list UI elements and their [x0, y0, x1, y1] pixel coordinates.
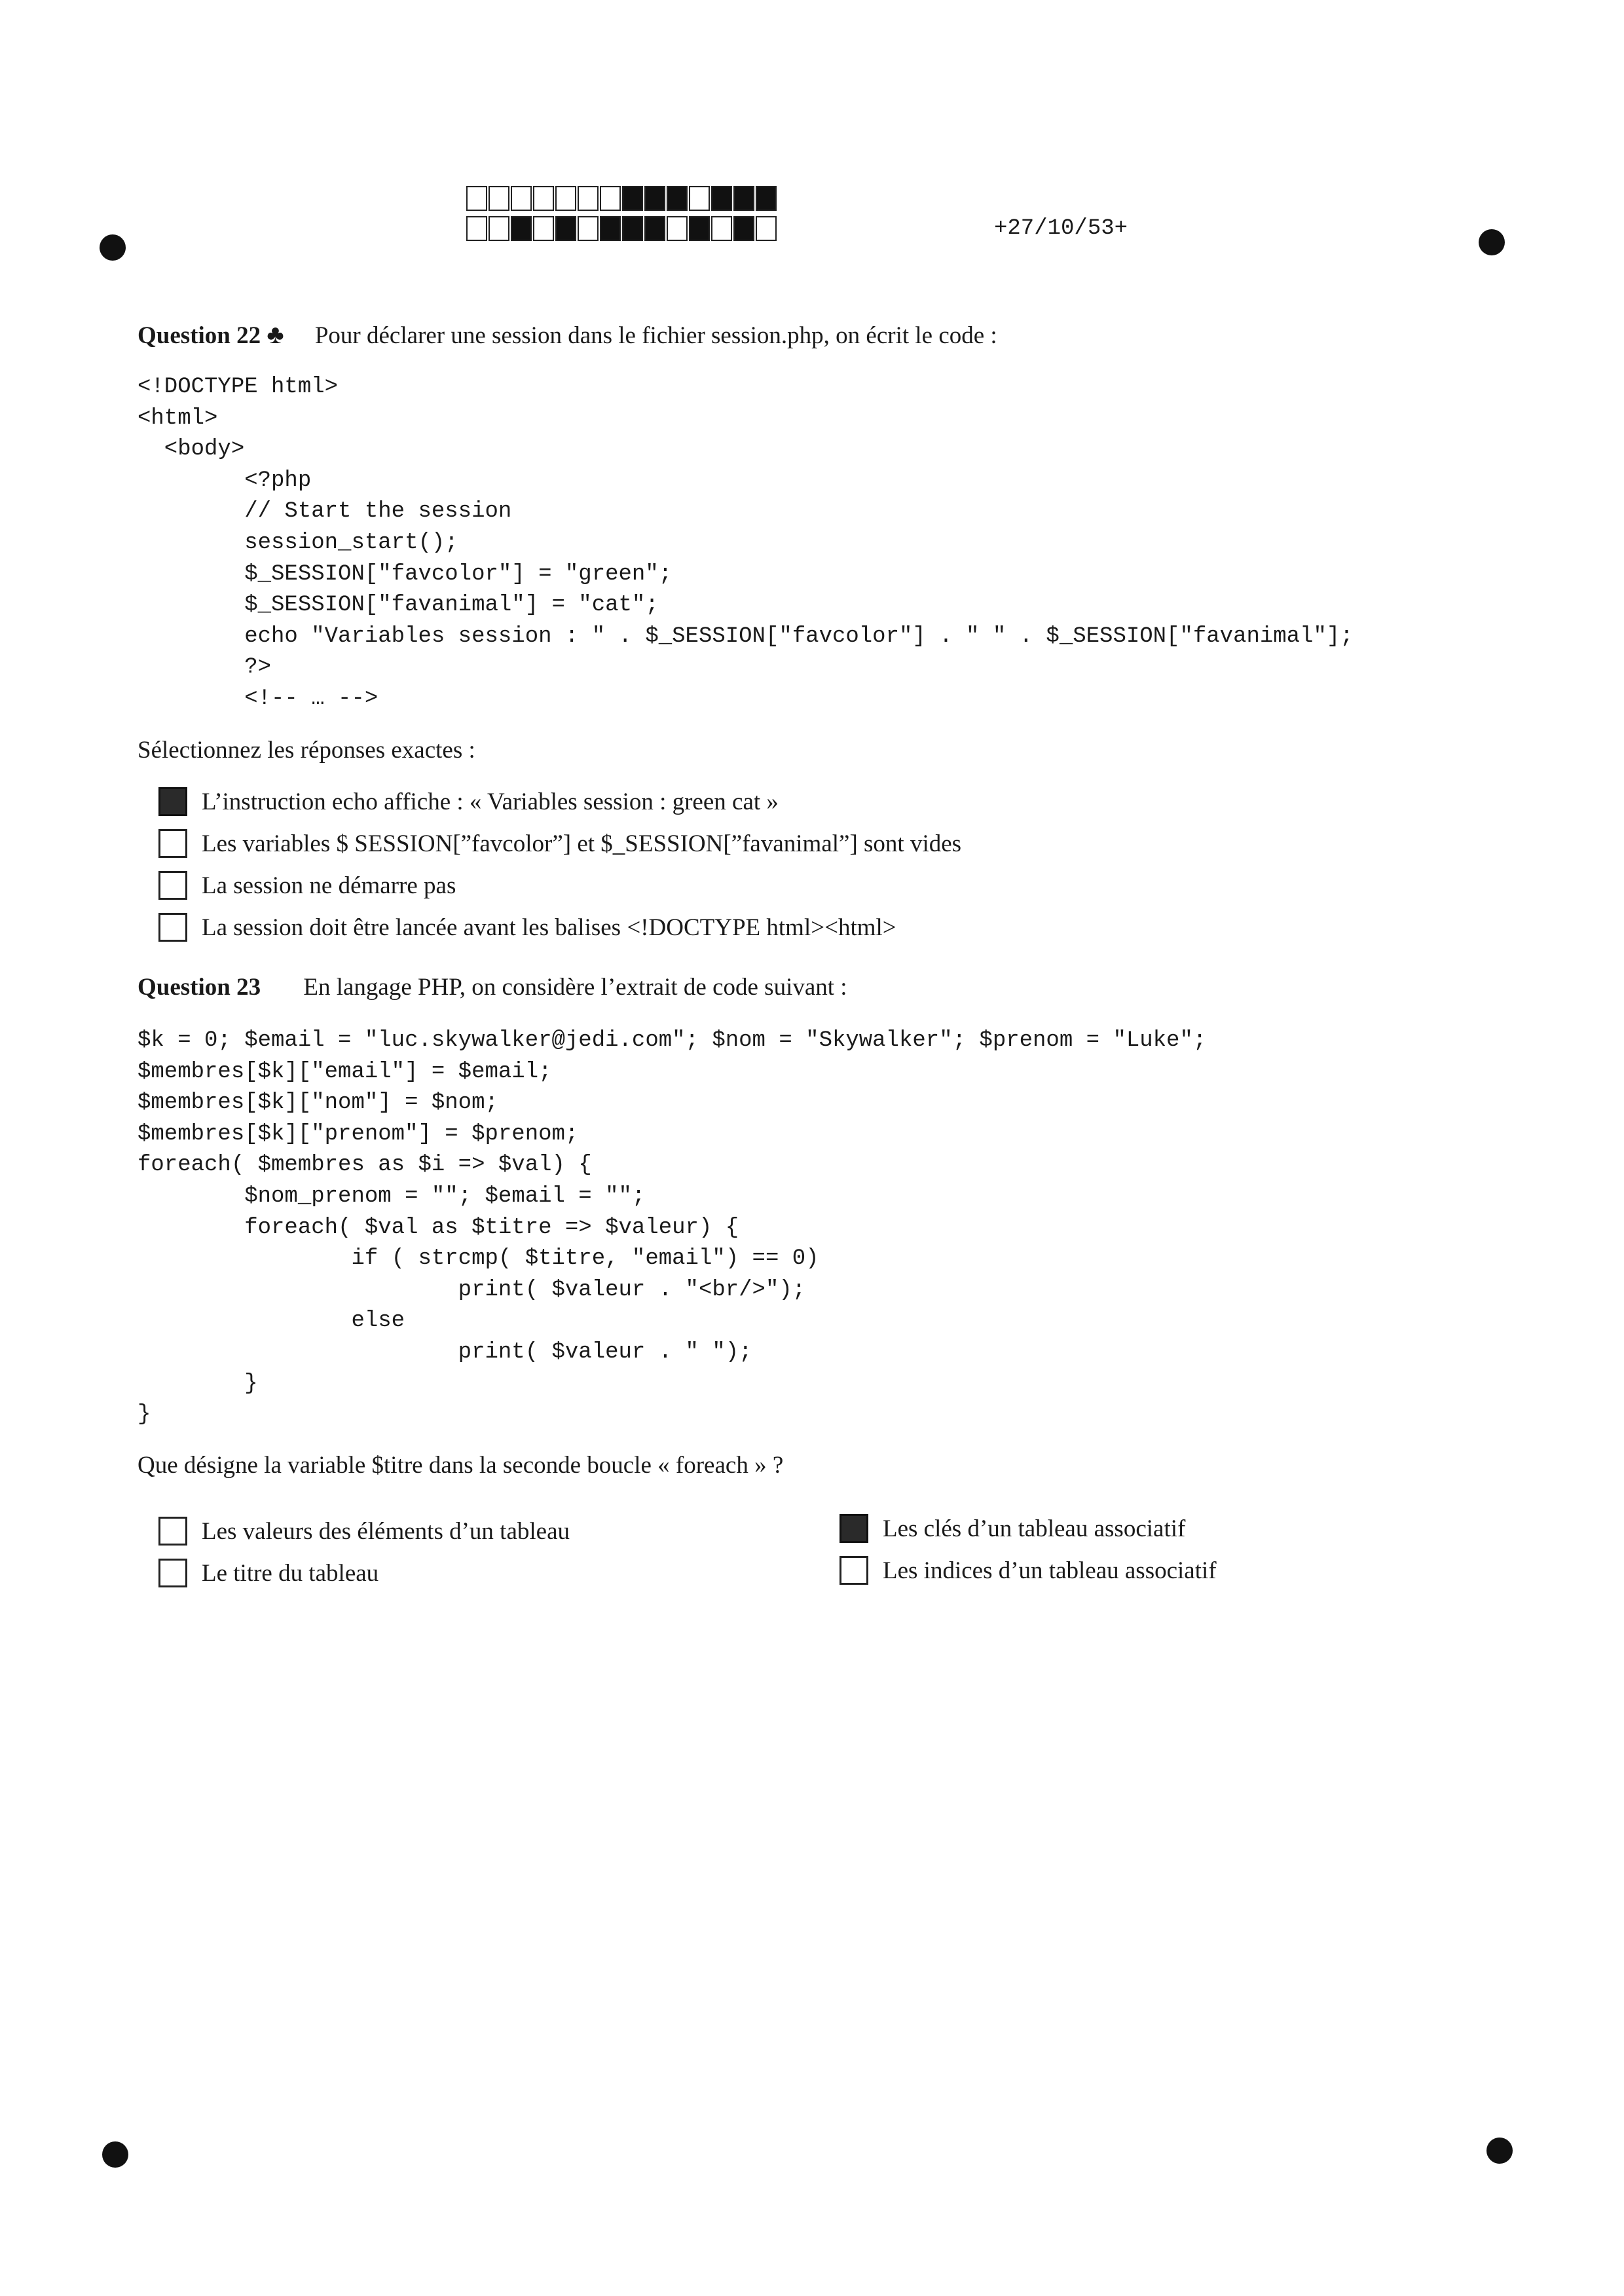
- question-22-heading: [138, 319, 997, 350]
- barcode-cell: [466, 216, 487, 241]
- registration-mark-bottom-left: [102, 2141, 128, 2168]
- answer-checkbox[interactable]: [158, 871, 187, 900]
- code-line: }: [138, 1371, 258, 1396]
- question-23-code: [138, 1026, 1206, 1431]
- club-icon: ♣: [267, 320, 284, 349]
- question-text: En langage PHP, on considère l’extrait de code suivant :: [303, 974, 847, 1001]
- option-label: Les valeurs des éléments d’un tableau: [202, 1517, 570, 1545]
- code-line: <!-- … -->: [138, 686, 378, 711]
- question-22-code: [138, 372, 1354, 715]
- barcode-cell: [733, 216, 754, 241]
- code-line: $_SESSION["favanimal"] = "cat";: [138, 593, 659, 618]
- answer-checkbox[interactable]: [840, 1514, 868, 1543]
- code-line: $_SESSION["favcolor"] = "green";: [138, 561, 673, 587]
- barcode-cell: [667, 186, 688, 211]
- option-label: Le titre du tableau: [202, 1559, 379, 1587]
- barcode-cell: [489, 216, 509, 241]
- code-line: echo "Variables session : " . $_SESSION["favcolor"] . " " . $_SESSION["favanimal"];: [138, 623, 1354, 649]
- barcode-row-top: [466, 186, 778, 211]
- code-line: }: [138, 1402, 151, 1428]
- registration-mark-top-right: [1479, 229, 1505, 255]
- question-23-prompt: Que désigne la variable $titre dans la seconde boucle « foreach » ?: [138, 1452, 784, 1479]
- barcode-cell: [511, 216, 532, 241]
- answer-checkbox[interactable]: [158, 1559, 187, 1587]
- option-label: L’instruction echo affiche : « Variables session : green cat »: [202, 788, 779, 815]
- option-label: Les clés d’un tableau associatif: [883, 1515, 1186, 1542]
- barcode-cell: [578, 186, 599, 211]
- code-line: $nom_prenom = ""; $email = "";: [138, 1183, 646, 1209]
- code-line: ?>: [138, 655, 272, 680]
- barcode-cell: [578, 216, 599, 241]
- q22-option-1[interactable]: [158, 787, 779, 816]
- registration-mark-top-left: [100, 234, 126, 261]
- option-label: La session ne démarre pas: [202, 872, 456, 899]
- barcode-cell: [600, 186, 621, 211]
- barcode-cell: [622, 216, 643, 241]
- code-line: print( $valeur . " ");: [138, 1339, 752, 1365]
- code-line: foreach( $membres as $i => $val) {: [138, 1153, 592, 1178]
- barcode-cell: [733, 186, 754, 211]
- option-label: La session doit être lancée avant les balises <!DOCTYPE html><html>: [202, 914, 896, 941]
- code-line: else: [138, 1308, 405, 1334]
- code-line: // Start the session: [138, 499, 512, 525]
- barcode-cell: [600, 216, 621, 241]
- code-line: <?php: [138, 468, 312, 493]
- barcode-cell: [644, 186, 665, 211]
- answer-checkbox[interactable]: [158, 1517, 187, 1546]
- barcode-cell: [667, 216, 688, 241]
- barcode-cell: [689, 186, 710, 211]
- barcode-cell: [622, 186, 643, 211]
- barcode-cell: [555, 216, 576, 241]
- code-line: <!DOCTYPE html>: [138, 375, 339, 399]
- barcode-row-bottom: [466, 216, 778, 241]
- answer-checkbox[interactable]: [158, 913, 187, 942]
- barcode-cell: [711, 186, 732, 211]
- q23-option-3[interactable]: [840, 1514, 1185, 1543]
- barcode-cell: [711, 216, 732, 241]
- code-line: $membres[$k]["email"] = $email;: [138, 1059, 552, 1084]
- code-line: $membres[$k]["nom"] = $nom;: [138, 1090, 498, 1116]
- barcode-cell: [555, 186, 576, 211]
- code-line: $membres[$k]["prenom"] = $prenom;: [138, 1121, 579, 1147]
- barcode-cell: [644, 216, 665, 241]
- question-22-prompt: Sélectionnez les réponses exactes :: [138, 737, 475, 764]
- code-line: print( $valeur . "<br/>");: [138, 1277, 806, 1303]
- q22-option-2[interactable]: [158, 829, 961, 858]
- exam-id: +27/10/53+: [994, 216, 1128, 241]
- answer-checkbox[interactable]: [158, 787, 187, 816]
- q23-option-1[interactable]: [158, 1517, 570, 1546]
- answer-checkbox[interactable]: [158, 829, 187, 858]
- code-line: <html>: [138, 405, 218, 431]
- question-label: Question 23: [138, 974, 261, 1001]
- barcode-cell: [756, 186, 777, 211]
- q23-option-2[interactable]: [158, 1559, 378, 1587]
- barcode-cell: [533, 186, 554, 211]
- code-line: foreach( $val as $titre => $valeur) {: [138, 1215, 739, 1240]
- question-label: Question 22: [138, 322, 261, 349]
- option-label: Les variables $ SESSION[”favcolor”] et $_SESSION[”favanimal”] sont vides: [202, 830, 962, 857]
- q22-option-3[interactable]: [158, 871, 456, 900]
- barcode-cell: [466, 186, 487, 211]
- barcode-cell: [689, 216, 710, 241]
- q23-option-4[interactable]: [840, 1556, 1217, 1585]
- barcode-cell: [533, 216, 554, 241]
- code-line: <body>: [138, 437, 245, 462]
- code-line: $k = 0; $email = "luc.skywalker@jedi.com"; $nom = "Skywalker"; $prenom = "Luke";: [138, 1028, 1207, 1053]
- option-label: Les indices d’un tableau associatif: [883, 1557, 1217, 1584]
- barcode-cell: [511, 186, 532, 211]
- barcode-cell: [489, 186, 509, 211]
- barcode-cell: [756, 216, 777, 241]
- registration-mark-bottom-right: [1486, 2138, 1513, 2164]
- code-line: session_start();: [138, 530, 458, 555]
- code-line: if ( strcmp( $titre, "email") == 0): [138, 1246, 819, 1272]
- answer-checkbox[interactable]: [840, 1556, 868, 1585]
- q22-option-4[interactable]: [158, 913, 896, 942]
- question-text: Pour déclarer une session dans le fichier session.php, on écrit le code :: [314, 322, 997, 349]
- question-23-heading: [138, 973, 847, 1001]
